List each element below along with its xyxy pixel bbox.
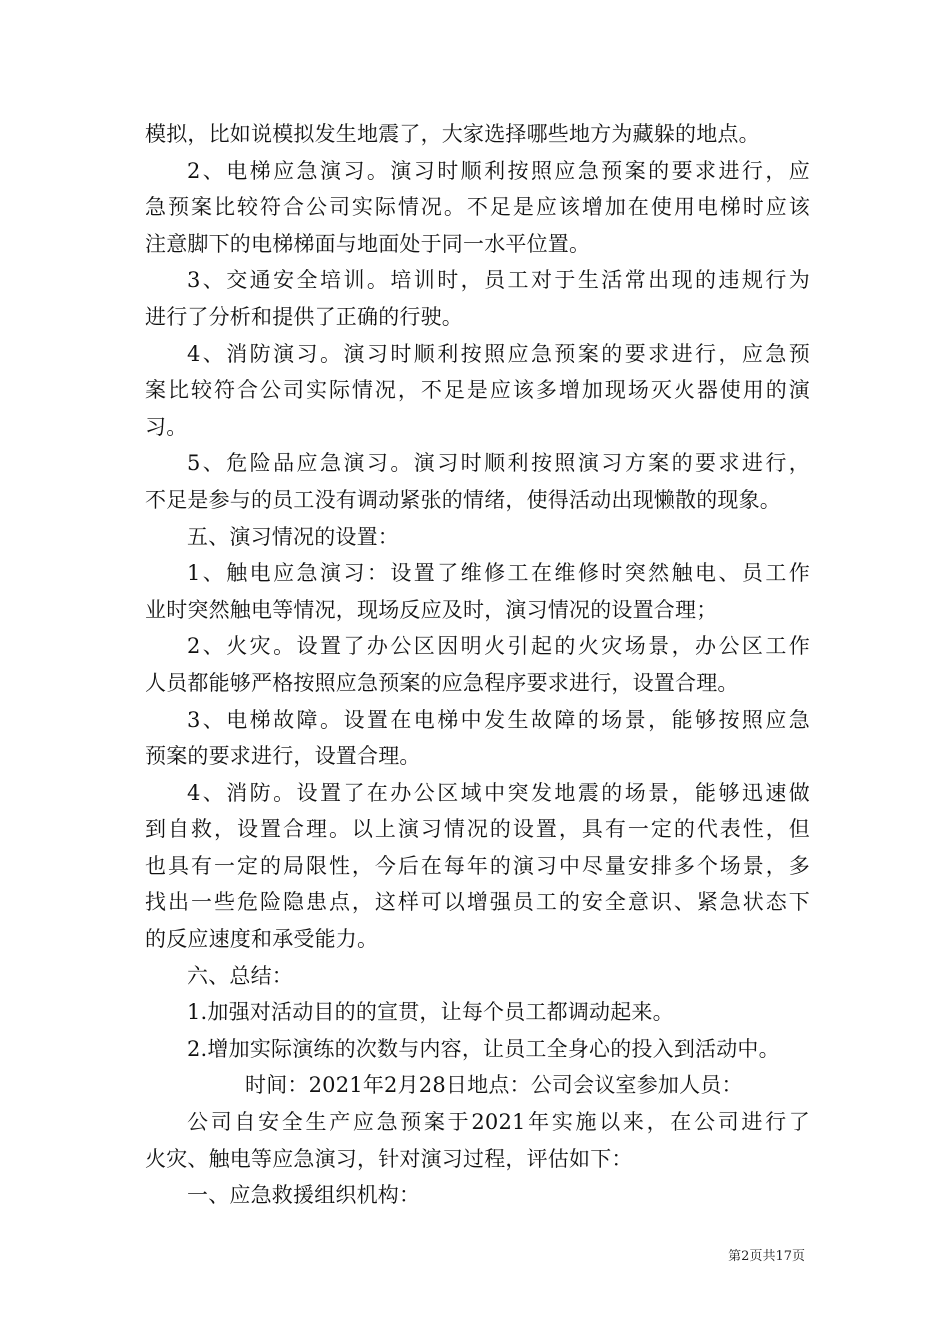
text-line: 一、应急救援组织机构：	[187, 1183, 421, 1208]
text-line: 也具有一定的局限性，今后在每年的演习中尽量安排多个场景，多	[145, 853, 810, 878]
text-line: 进行了分析和提供了正确的行驶。	[145, 304, 463, 329]
text-line: 4、消防。设置了在办公区域中突发地震的场景，能够迅速做	[187, 780, 810, 805]
text-line: 五、演习情况的设置：	[187, 524, 399, 549]
page-number: 第2页共17页	[728, 1249, 805, 1264]
text-line: 5、危险品应急演习。演习时顺利按照演习方案的要求进行，	[187, 451, 810, 476]
text-line: 急预案比较符合公司实际情况。不足是应该增加在使用电梯时应该	[145, 195, 810, 220]
text-line: 六、总结：	[187, 963, 293, 988]
text-line: 火灾、触电等应急演习，针对演习过程，评估如下：	[145, 1146, 633, 1171]
text-line: 3、电梯故障。设置在电梯中发生故障的场景，能够按照应急	[187, 707, 810, 732]
text-line: 人员都能够严格按照应急预案的应急程序要求进行，设置合理。	[145, 670, 739, 695]
text-line: 预案的要求进行，设置合理。	[145, 744, 421, 769]
text-line: 到自救，设置合理。以上演习情况的设置，具有一定的代表性，但	[145, 817, 810, 842]
text-line: 找出一些危险隐患点，这样可以增强员工的安全意识、紧急状态下	[145, 890, 810, 915]
text-line: 1、触电应急演习：设置了维修工在维修时突然触电、员工作	[187, 561, 810, 586]
document-body	[145, 116, 810, 1214]
text-line: 模拟，比如说模拟发生地震了，大家选择哪些地方为藏躲的地点。	[145, 122, 760, 146]
text-line: 业时突然触电等情况，现场反应及时，演习情况的设置合理；	[145, 597, 718, 622]
text-line: 1.加强对活动目的的宣贯，让每个员工都调动起来。	[187, 1000, 674, 1025]
text-line: 习。	[145, 414, 188, 439]
text-line: 4、消防演习。演习时顺利按照应急预案的要求进行，应急预	[187, 341, 810, 366]
text-line: 案比较符合公司实际情况，不足是应该多增加现场灭火器使用的演	[145, 378, 810, 403]
text-line: 的反应速度和承受能力。	[145, 927, 379, 952]
text-line: 时间：2021年2月28日地点：公司会议室参加人员：	[245, 1073, 743, 1098]
text-line: 不足是参与的员工没有调动紧张的情绪，使得活动出现懒散的现象。	[145, 487, 781, 512]
text-line: 公司自安全生产应急预案于2021年实施以来，在公司进行了	[187, 1110, 810, 1135]
text-line: 3、交通安全培训。培训时，员工对于生活常出现的违规行为	[187, 268, 810, 293]
text-line: 注意脚下的电梯梯面与地面处于同一水平位置。	[145, 231, 591, 256]
text-line: 2、电梯应急演习。演习时顺利按照应急预案的要求进行，应	[187, 158, 810, 183]
text-line: 2、火灾。设置了办公区因明火引起的火灾场景，办公区工作	[187, 634, 810, 659]
text-line: 2.增加实际演练的次数与内容，让员工全身心的投入到活动中。	[187, 1036, 780, 1061]
